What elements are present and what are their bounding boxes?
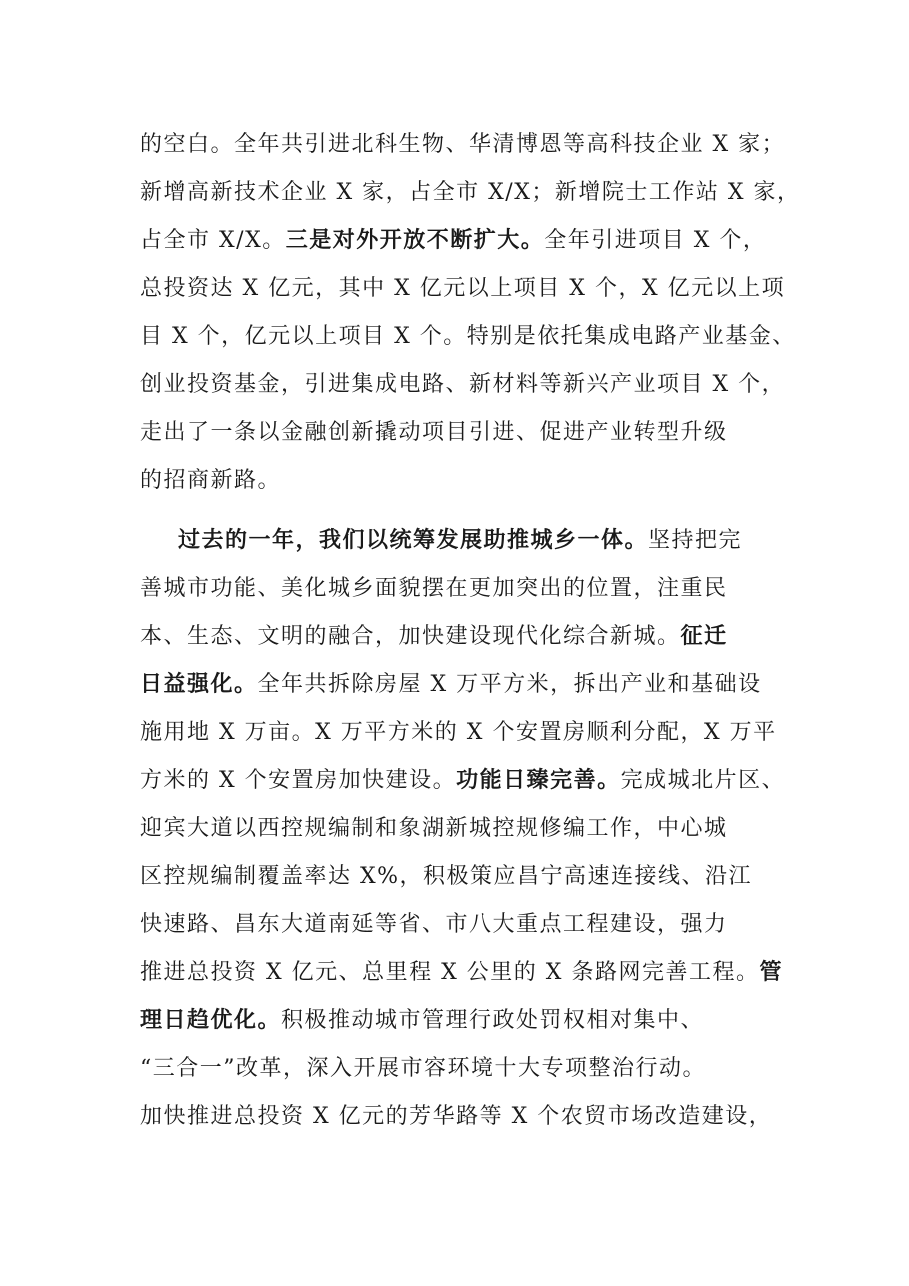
text-span: 本、生态、文明的融合，加快建设现代化综合新城。 (140, 624, 681, 649)
text-line: 迎宾大道以西控规编制和象湖新城控规修编工作，中心城 (140, 816, 728, 841)
text-line: 创业投资基金，引进集成电路、新材料等新兴产业项目 X 个， (140, 372, 786, 397)
bold-heading: 三是对外开放不断扩大。 (285, 228, 545, 253)
text-line (178, 526, 780, 556)
text-span: 积极推动城市管理行政处罚权相对集中、 (281, 1008, 705, 1033)
text-line: 加快推进总投资 X 亿元的芳华路等 X 个农贸市场改造建设， (140, 1104, 773, 1129)
text-span: 占全市 X/X。 (140, 228, 286, 253)
bold-heading: 理日趋优化。 (140, 1008, 282, 1033)
bold-heading: 日益强化。 (140, 672, 258, 697)
bold-heading: 过去的一年，我们以统筹发展助推城乡一体。 (178, 528, 649, 553)
text-span: 坚持把完 (648, 528, 743, 553)
text-line: 的空白。全年共引进北科生物、华清博恩等高科技企业 X 家； (140, 132, 786, 157)
text-line: 区控规编制覆盖率达 X%，积极策应昌宁高速连接线、沿江 (140, 864, 753, 889)
text-line: 快速路、昌东大道南延等省、市八大重点工程建设，强力 (140, 912, 728, 937)
text-line: 的招商新路。 (140, 468, 282, 493)
text-span: 全年引进项目 X 个， (544, 228, 767, 253)
text-line: 施用地 X 万亩。X 万平方米的 X 个安置房顺利分配，X 万平 (140, 720, 777, 745)
text-line (140, 226, 780, 256)
text-line: 走出了一条以金融创新撬动项目引进、促进产业转型升级 (140, 420, 728, 445)
text-line (140, 622, 780, 652)
text-line: 目 X 个，亿元以上项目 X 个。特别是依托集成电路产业基金、 (140, 324, 796, 349)
text-span: 方米的 X 个安置房加快建设。 (140, 768, 457, 793)
text-line: 总投资达 X 亿元，其中 X 亿元以上项目 X 个，X 亿元以上项 (140, 276, 786, 301)
text-span: 推进总投资 X 亿元、总里程 X 公里的 X 条路网完善工程。 (140, 960, 760, 985)
text-line: 新增高新技术企业 X 家，占全市 X/X；新增院士工作站 X 家， (140, 180, 801, 205)
text-line: 善城市功能、美化城乡面貌摆在更加突出的位置，注重民 (140, 576, 728, 601)
bold-heading: 功能日臻完善。 (456, 768, 621, 793)
text-line (140, 958, 783, 988)
bold-heading: 管 (759, 960, 783, 985)
text-line (140, 670, 780, 700)
text-line: “三合一”改革，深入开展市容环境十大专项整治行动。 (140, 1056, 706, 1081)
text-line (140, 766, 786, 796)
bold-heading: 征迁 (680, 624, 728, 649)
text-span: 完成城北片区、 (620, 768, 786, 793)
text-span: 全年共拆除房屋 X 万平方米，拆出产业和基础设 (257, 672, 762, 697)
text-line (140, 1006, 780, 1036)
